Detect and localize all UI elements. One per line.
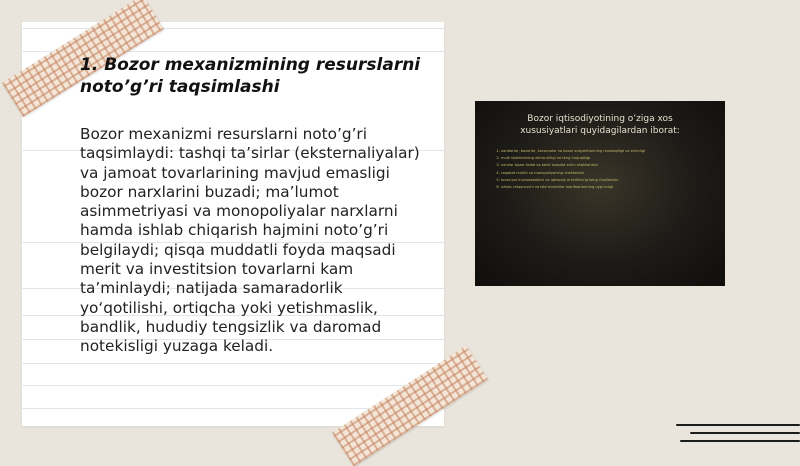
picture-list-item: 2. mulk shakllarining xilma-xilligi va teng huquqliligi: [501, 156, 723, 161]
decorative-line: [680, 440, 800, 442]
picture-list-item: 6. ishlab chiqaruvchi va iste’molchilar manfaatlarining uyg‘unligi: [501, 185, 723, 190]
slide-title-line-1: 1. Bozor mexanizmining resurslarni: [80, 55, 421, 75]
picture-list-item: 4. raqobat muhiti va monopoliyaning cheklanishi: [501, 171, 723, 176]
picture-heading-line-2: xususiyatlari quyidagilardan iborat:: [520, 126, 680, 136]
paper-rule: [22, 28, 444, 29]
slide-title-line-2: noto’g’ri taqsimlashi: [80, 77, 280, 97]
picture-list-item: 5. tovar-pul munosabatlari va iqtisodiy erkinlikning keng rivojlanishi: [501, 178, 723, 183]
slide-body-text: Bozor mexanizmi resurslarni noto’g’ri taqsimlaydi: tashqi ta’sirlar (eksternaliyalar) va jamoat tovarlarining mavjud emasligi bozor narxlarini buzadi; ma’lumot asimmetriyasi va monopoliyalar narxlarni hamda ishlab chiqarish hajmini noto’g’ri belgilaydi; qisqa muddatli foyda maqsadi merit va investitsion tovarlarni kam ta’minlaydi; natijada samaradorlik yo‘qotilishi, ortiqcha yoki yetishmaslik, bandlik, hududiy tengsizlik va daromad notekisligi yuzaga keladi.: [80, 125, 420, 356]
paper-rule: [22, 385, 444, 386]
paper-rule: [22, 363, 444, 364]
slide-title: [80, 54, 430, 98]
picture-heading: [485, 113, 715, 137]
decorative-line: [690, 432, 800, 434]
picture-heading-line-1: Bozor iqtisodiyotining o’ziga xos: [527, 114, 673, 124]
decorative-line: [676, 424, 800, 426]
picture-list: [491, 149, 723, 192]
picture-list-item: 1. xaridorlar, bozorlar, korxonalar va bozor subyektlarining mustaqilligi va erkinligi: [501, 149, 723, 154]
slide-picture: [475, 101, 725, 286]
picture-list-item: 3. narxlar bozor talab va taklif asosida erkin shakllanishi: [501, 163, 723, 168]
